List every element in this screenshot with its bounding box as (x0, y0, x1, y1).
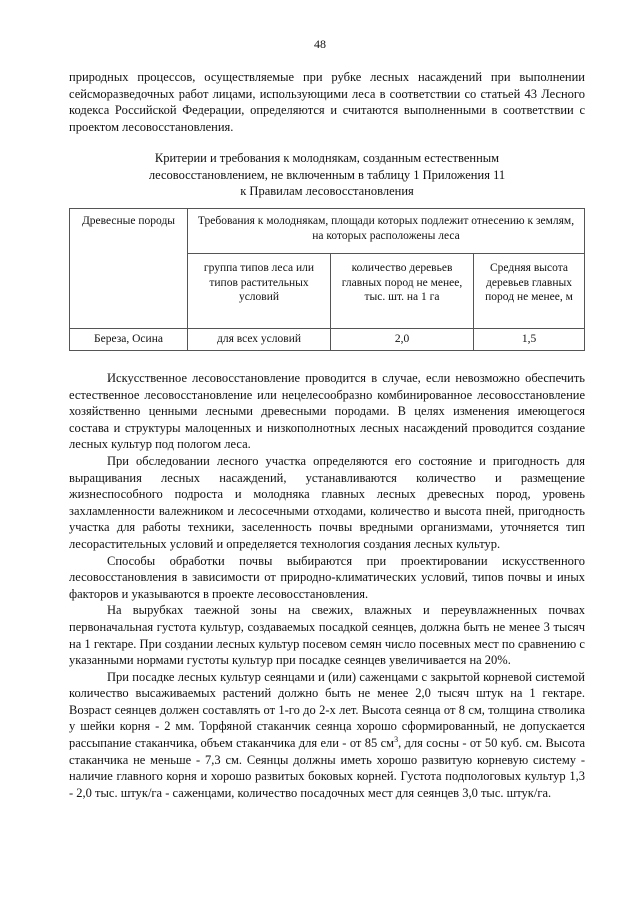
table-header-row (70, 209, 585, 254)
conditions-cell: для всех условий (188, 329, 331, 351)
paragraph: Способы обработки почвы выбираются при проектировании искусственного лесовосстановления в зависимости от природно-климатических условий, типов почвы и иных факторов и указываются в проекте лесовосстановления. (69, 553, 585, 601)
species-cell: Береза, Осина (70, 329, 188, 351)
title-line: Критерии и требования к молоднякам, созданным естественным (154, 151, 500, 165)
height-header: Средняя высота деревьев главных пород не менее, м (474, 254, 585, 329)
requirements-table (69, 208, 585, 351)
intro-paragraph: природных процессов, осуществляемые при рубке лесных насаждений при выполнении сейсморазведочных работ лицами, использующими леса в соответствии со статьей 43 Лесного кодекса Российской Федерации, определяются и считаются выполненными в соответствии с проектом лесовосстановления. (69, 70, 585, 134)
superscript: 3 (394, 734, 399, 744)
paragraph: При обследовании лесного участка определяются его состояние и пригодность для выращивания лесных насаждений, устанавливаются количество и размещение жизнеспособного подроста и молодняка главных лесных древесных пород, уровень захламленности валежником и лесосечными отходами, количество и высота пней, пригодность участка для работы техники, заселенность почвы вредными организмами, уточняется тип лесорастительных условий и определяется технология создания лесных культур. (69, 453, 585, 551)
height-cell: 1,5 (474, 329, 585, 351)
species-header: Древесные породы (70, 209, 188, 329)
title-line: лесовосстановлением, не включенным в таблицу 1 Приложения 11 (148, 167, 506, 182)
paragraph-text: При посадке лесных культур сеянцами и (или) саженцами с закрытой корневой системой количество высаживаемых растений должно быть не менее 2,0 тысяч штук на 1 гектаре. Возраст сеянцев должен составлять от 1-го до 2-х лет. Высота сеянца от 8 см, толщина стволика у шейки корня - 2 мм. Торфяной стаканчик сеянца хорошо сформированный, не допускается рассыпание стаканчика, объем стаканчика для ели - от 85 см (69, 669, 585, 751)
count-header: количество деревьев главных пород не менее, тыс. шт. на 1 га (331, 254, 474, 329)
count-cell: 2,0 (331, 329, 474, 351)
table-row (70, 329, 585, 351)
table-title (69, 150, 585, 200)
paragraph: Искусственное лесовосстановление проводится в случае, если невозможно обеспечить естественное лесовосстановление или нецелесообразно комбинированное лесовосстановление хозяйственно ценными лесными древесными породами. В целях изменения имеющегося состава и структуры малоценных и низкополнотных лесных насаждений проводится создание лесных культур под пологом леса. (69, 371, 585, 452)
paragraph-text: , для сосны - от 50 куб. см. Высота стаканчика не меньше - 7,3 см. Сеянцы должны иметь хорошо развитую корневую систему - наличие главного корня и хорошо развитых боковых корней. Густота подпологовых культур 1,3 - 2,0 тыс. штук/га - саженцами, количество посадочных мест для сеянцев 3,0 тыс. штук/га. (69, 736, 585, 800)
paragraph (69, 669, 585, 802)
page-number: 48 (314, 37, 326, 51)
requirements-header: Требования к молоднякам, площади которых подлежит отнесению к землям, на которых расположены леса (188, 209, 585, 254)
conditions-header: группа типов леса или типов растительных условий (188, 254, 331, 329)
paragraph: На вырубках таежной зоны на свежих, влажных и переувлажненных почвах первоначальная густота культур, создаваемых посадкой сеянцев, должна быть не менее 3 тысяч на 1 гектаре. При создании лесных культур посевом семян число посевных мест по сравнению с указанными нормами густоты культур при посадке сеянцев увеличивается на 20%. (69, 603, 585, 668)
body-section (69, 370, 585, 801)
title-line: к Правилам лесовосстановления (240, 184, 414, 199)
intro-section (69, 69, 585, 135)
